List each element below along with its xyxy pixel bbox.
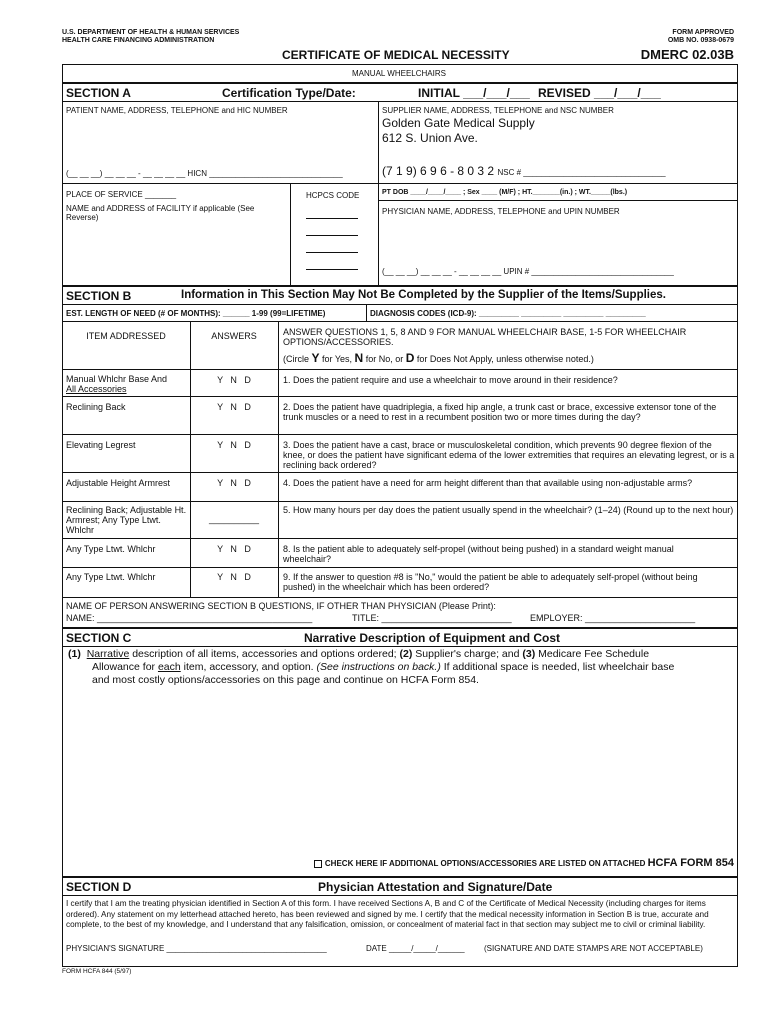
answer-row-4[interactable]: Y N D [217, 478, 251, 488]
answer-row-3[interactable]: Y N D [217, 440, 251, 450]
answer-row-1[interactable]: Y N D [217, 375, 251, 385]
form-id: DMERC 02.03B [640, 47, 734, 62]
col-questions-instructions: ANSWER QUESTIONS 1, 5, 8 AND 9 FOR MANUAL WHEELCHAIR BASE, 1-5 FOR WHEELCHAIR OPTIONS/ACCESSORIES. [283, 327, 687, 347]
form-number: FORM HCFA 844 (5/97) [62, 968, 132, 975]
patient-dob-sex-ht-wt[interactable]: PT DOB ____/____/____ ; Sex ____ (M/F) ; HT._______(in.) ; WT._____(lbs.) [382, 189, 628, 196]
narrative-description-area[interactable] [62, 676, 736, 854]
physician-phone-upin[interactable]: (__ __ __) __ __ __ - __ __ __ __ UPIN # ________________________________ [382, 267, 674, 276]
item-row-9: Any Type Ltwt. Whlchr [66, 572, 156, 582]
stamps-notice: (SIGNATURE AND DATE STAMPS ARE NOT ACCEPTABLE) [484, 944, 703, 953]
supplier-info-label: SUPPLIER NAME, ADDRESS, TELEPHONE and NSC NUMBER [382, 106, 614, 115]
item-row-1: Manual Whlchr Base And All Accessories [66, 374, 168, 394]
signature-date[interactable]: DATE _____/_____/______ [366, 944, 465, 953]
initial-date: INITIAL ___/___/___ [418, 86, 530, 100]
form-subtitle: MANUAL WHEELCHAIRS [352, 69, 446, 78]
patient-phone-hicn[interactable]: (__ __ __) __ __ __ - __ __ __ __ HICN ______________________________ [66, 169, 343, 178]
section-b-label: SECTION B [66, 289, 132, 303]
supplier-phone[interactable]: (7 1 9) 6 9 6 - 8 0 3 2 NSC # ________________________________ [382, 164, 666, 178]
omb-number: OMB NO. 0938-0679 [667, 37, 734, 44]
item-row-8: Any Type Ltwt. Whlchr [66, 544, 156, 554]
physician-info-label: PHYSICIAN NAME, ADDRESS, TELEPHONE and UPIN NUMBER [382, 207, 620, 216]
check-attached-form[interactable]: CHECK HERE IF ADDITIONAL OPTIONS/ACCESSORIES ARE LISTED ON ATTACHED HCFA FORM 854 [314, 857, 734, 869]
question-8: 8. Is the patient able to adequately self-propel (without being pushed) in a standard weight manual wheelchair? [283, 544, 674, 564]
physician-signature[interactable]: PHYSICIAN'S SIGNATURE ____________________________________ [66, 944, 327, 953]
est-length-of-need[interactable]: EST. LENGTH OF NEED (# OF MONTHS): ______ 1-99 (99=LIFETIME) [66, 309, 326, 318]
circle-instructions: (Circle Y for Yes, N for No, or D for Does Not Apply, unless otherwise noted.) [283, 351, 594, 365]
hcpcs-code-label: HCPCS CODE [306, 191, 360, 200]
answer-row-5[interactable]: __________ [208, 514, 260, 524]
section-b-heading: Information in This Section May Not Be Completed by the Supplier of the Items/Supplies. [181, 289, 666, 301]
section-c-label: SECTION C [66, 631, 132, 645]
item-row-5: Reclining Back; Adjustable Ht. Armrest; Any Type Ltwt. Whlchr [66, 505, 187, 535]
section-d-label: SECTION D [66, 880, 132, 894]
question-1: 1. Does the patient require and use a wheelchair to move around in their residence? [283, 375, 618, 385]
form-approved: FORM APPROVED [672, 29, 734, 36]
answering-person-name[interactable]: NAME: ___________________________________________ [66, 613, 313, 623]
answer-row-2[interactable]: Y N D [217, 402, 251, 412]
facility-label: NAME and ADDRESS of FACILITY if applicable (See Reverse) [66, 204, 255, 222]
question-2: 2. Does the patient have quadriplegia, a fixed hip angle, a trunk cast or brace, excessive extensor tone of the trunk muscles or a need to rest in a recumbent position two or more times during the day? [283, 402, 717, 422]
place-of-service[interactable]: PLACE OF SERVICE _______ [66, 190, 177, 199]
item-row-2: Reclining Back [66, 402, 126, 412]
question-5: 5. How many hours per day does the patient usually spend in the wheelchair? (1–24) (Round up to the next hour) [283, 505, 734, 515]
col-answers: ANSWERS [211, 331, 257, 341]
section-c-heading: Narrative Description of Equipment and Cost [304, 631, 561, 645]
question-9: 9. If the answer to question #8 is "No," would the patient be able to adequately self-propel (without being pushed) in the wheelchair which has been ordered? [283, 572, 698, 592]
item-row-3: Elevating Legrest [66, 440, 136, 450]
answer-row-9[interactable]: Y N D [217, 572, 251, 582]
revised-date: REVISED ___/___/___ [538, 86, 661, 100]
answering-person-title[interactable]: TITLE: __________________________ [352, 613, 512, 623]
answering-person-employer[interactable]: EMPLOYER: ______________________ [530, 613, 696, 623]
supplier-name[interactable]: Golden Gate Medical Supply [382, 116, 535, 130]
section-c-instructions: (1) Narrative description of all items, accessories and options ordered; (2) Supplier's charge; and (3) Medicare Fee Schedule Allowance for each item, accessory, and option. (See instructions on back.) If additional space is needed, list wheelchair base and most costly options/accessories on this page and continue on HCFA Form 854. [68, 648, 675, 686]
patient-info-label: PATIENT NAME, ADDRESS, TELEPHONE and HIC NUMBER [66, 106, 288, 115]
answer-row-8[interactable]: Y N D [217, 544, 251, 554]
question-3: 3. Does the patient have a cast, brace or musculoskeletal condition, which prevents 90 degree flexion of the knee, or does the patient have significant edema of the lower extremities that requires an elevating legrest, or is a reclining back ordered? [283, 440, 735, 470]
supplier-address[interactable]: 612 S. Union Ave. [382, 131, 478, 145]
section-d-heading: Physician Attestation and Signature/Date [318, 880, 553, 894]
agency-line-2: HEALTH CARE FINANCING ADMINISTRATION [62, 37, 215, 44]
cert-type-label: Certification Type/Date: [222, 86, 356, 100]
col-item-addressed: ITEM ADDRESSED [86, 331, 166, 341]
form-title: CERTIFICATE OF MEDICAL NECESSITY [282, 48, 510, 62]
item-row-4: Adjustable Height Armrest [66, 478, 171, 488]
physician-attestation: I certify that I am the treating physician identified in Section A of this form. I have received Sections A, B and C of the Certificate of Medical Necessity (including charges for items ordered). Any statement on my letterhead attached hereto, has been reviewed and signed by me. I certify that the medical necessity information in Section B is true, accurate and complete, to the best of my knowledge, and I understand that any falsification, omission, or concealment of material fact in that section may subject me to civil or criminal liability. [66, 899, 709, 929]
agency-line-1: U.S. DEPARTMENT OF HEALTH & HUMAN SERVICES [62, 29, 240, 36]
answering-person-label: NAME OF PERSON ANSWERING SECTION B QUESTIONS, IF OTHER THAN PHYSICIAN (Please Print): [66, 601, 496, 611]
checkbox-icon[interactable] [314, 860, 322, 868]
question-4: 4. Does the patient have a need for arm height different than that available using non-adjustable arms? [283, 478, 693, 488]
section-a-label: SECTION A [66, 86, 131, 100]
diagnosis-codes[interactable]: DIAGNOSIS CODES (ICD-9): _________ _________ _________ _________ [370, 309, 646, 318]
